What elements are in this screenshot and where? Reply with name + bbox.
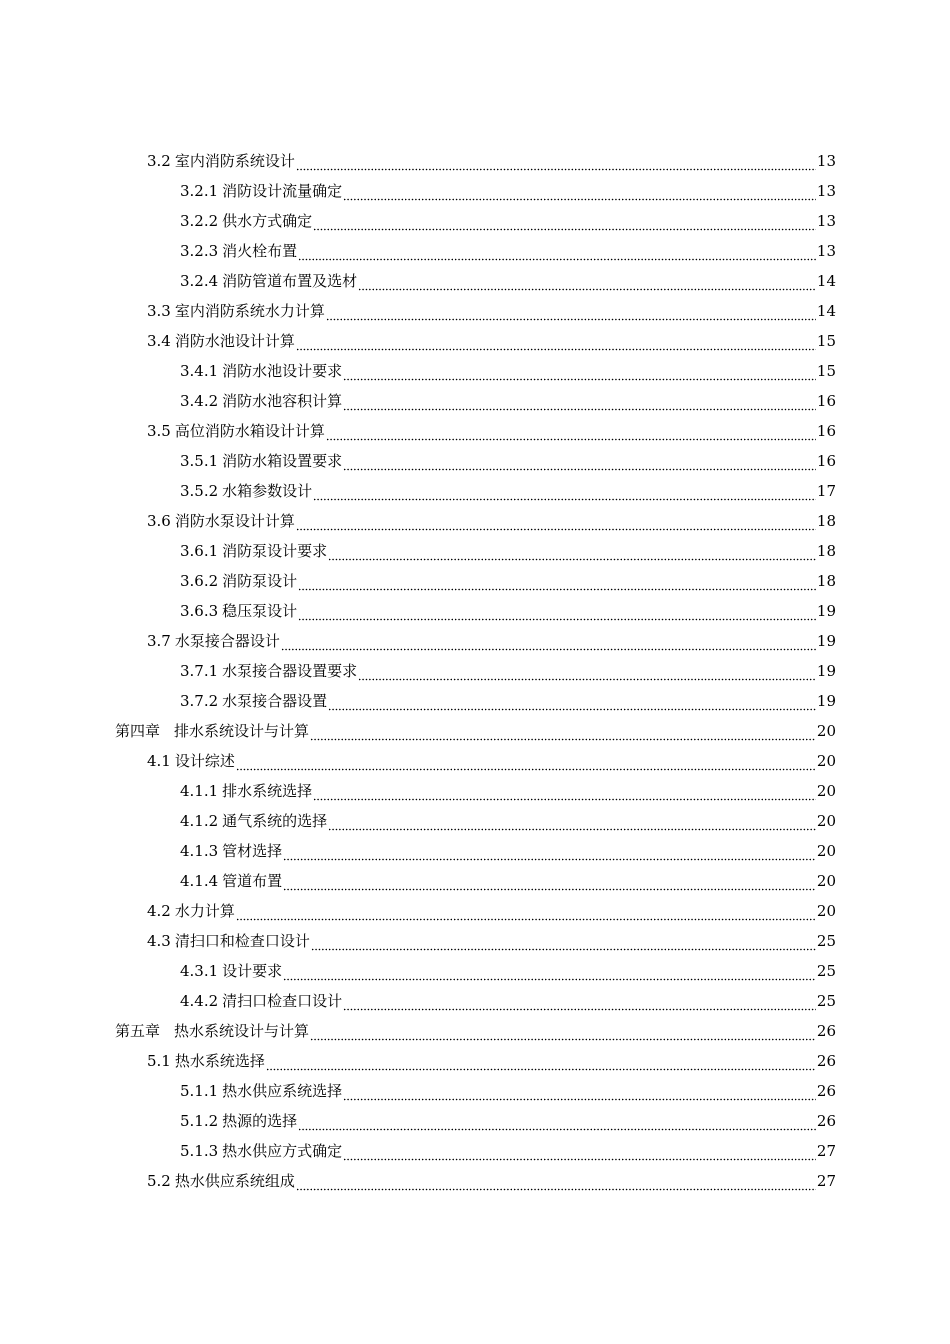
- toc-entry-number: 4.2: [147, 902, 171, 920]
- toc-entry-number: 3.4.1: [180, 362, 219, 380]
- toc-entry-title: [180, 266, 357, 296]
- toc-entry-page-number: 16: [816, 452, 836, 470]
- toc-entry-title: [147, 146, 295, 176]
- dot-leader: [326, 311, 816, 321]
- toc-entry-title: [180, 986, 342, 1016]
- toc-entry-text: 消防水池设计计算: [174, 332, 295, 350]
- toc-entry-text: 热水供应系统组成: [174, 1172, 295, 1190]
- dot-leader: [326, 431, 816, 441]
- toc-entry-title: [180, 536, 327, 566]
- toc-entry-page-number: 20: [816, 872, 836, 890]
- toc-entry-page-number: 26: [816, 1082, 836, 1100]
- toc-entry-page-number: 25: [816, 992, 836, 1010]
- dot-leader: [296, 521, 816, 531]
- toc-entry-title: [180, 176, 342, 206]
- toc-entry-number: 3.5.1: [180, 452, 219, 470]
- toc-entry-page-number: 20: [816, 752, 836, 770]
- toc-entry-number: 4.3.1: [180, 962, 219, 980]
- toc-entry-page-number: 17: [816, 482, 836, 500]
- toc-entry-page-number: 13: [816, 152, 836, 170]
- toc-entry[interactable]: [0, 1166, 950, 1196]
- toc-entry-title: [147, 1046, 265, 1076]
- toc-entry-title: [147, 926, 310, 956]
- toc-entry[interactable]: [0, 746, 950, 776]
- toc-entry[interactable]: [0, 506, 950, 536]
- toc-entry-title: [180, 806, 327, 836]
- dot-leader: [328, 701, 816, 711]
- dot-leader: [298, 611, 816, 621]
- toc-entry-title: [180, 836, 282, 866]
- toc-entry-page-number: 14: [816, 272, 836, 290]
- dot-leader: [343, 461, 816, 471]
- dot-leader: [298, 581, 816, 591]
- toc-entry-page-number: 18: [816, 542, 836, 560]
- toc-entry-number: 3.6.2: [180, 572, 219, 590]
- toc-entry-text: 管材选择: [222, 842, 283, 860]
- toc-entry-number: 5.1.2: [180, 1112, 219, 1130]
- toc-entry-page-number: 15: [816, 362, 836, 380]
- dot-leader: [283, 881, 816, 891]
- toc-entry[interactable]: [0, 536, 950, 566]
- dot-leader: [310, 731, 816, 741]
- toc-entry-number: 5.2: [147, 1172, 171, 1190]
- toc-entry-title: [180, 596, 297, 626]
- dot-leader: [313, 491, 816, 501]
- toc-entry-text: 清扫口和检查口设计: [174, 932, 310, 950]
- dot-leader: [296, 341, 816, 351]
- toc-entry-text: 消防水池设计要求: [222, 362, 343, 380]
- toc-entry[interactable]: [0, 866, 950, 896]
- toc-entry-number: 第五章: [115, 1022, 161, 1040]
- toc-entry-text: 消火栓布置: [222, 242, 298, 260]
- toc-entry-title: [180, 206, 312, 236]
- toc-entry-text: 水泵接合器设计: [174, 632, 280, 650]
- toc-entry-text: 消防水泵设计计算: [174, 512, 295, 530]
- toc-entry-number: 3.6.1: [180, 542, 219, 560]
- toc-entry-text: 设计要求: [222, 962, 283, 980]
- toc-entry-text: 高位消防水箱设计计算: [174, 422, 325, 440]
- toc-entry-text: 管道布置: [222, 872, 283, 890]
- dot-leader: [343, 401, 816, 411]
- toc-entry-page-number: 26: [816, 1052, 836, 1070]
- toc-entry-text: 消防设计流量确定: [222, 182, 343, 200]
- toc-entry-text: 热水供应系统选择: [222, 1082, 343, 1100]
- toc-entry-title: [180, 1076, 342, 1106]
- toc-entry[interactable]: [0, 386, 950, 416]
- toc-entry-title: [180, 446, 342, 476]
- toc-entry-title: [147, 896, 235, 926]
- toc-entry[interactable]: [0, 266, 950, 296]
- toc-entry-number: 3.7.2: [180, 692, 219, 710]
- toc-entry-text: 热水系统设计与计算: [174, 1022, 310, 1040]
- toc-entry-number: 3.2: [147, 152, 171, 170]
- toc-entry-title: [180, 776, 312, 806]
- toc-entry-title: [147, 296, 325, 326]
- toc-entry-text: 排水系统设计与计算: [174, 722, 310, 740]
- toc-entry-page-number: 13: [816, 242, 836, 260]
- toc-entry-text: 室内消防系统设计: [174, 152, 295, 170]
- table-of-contents: [0, 146, 950, 1196]
- toc-entry-page-number: 26: [816, 1112, 836, 1130]
- toc-entry[interactable]: [0, 956, 950, 986]
- toc-entry-title: [180, 476, 312, 506]
- toc-entry-title: [180, 866, 282, 896]
- dot-leader: [343, 371, 816, 381]
- toc-entry-page-number: 20: [816, 782, 836, 800]
- dot-leader: [236, 761, 816, 771]
- dot-leader: [343, 191, 816, 201]
- toc-entry[interactable]: [0, 926, 950, 956]
- toc-entry-page-number: 20: [816, 722, 836, 740]
- toc-entry[interactable]: [0, 626, 950, 656]
- dot-leader: [281, 641, 816, 651]
- dot-leader: [236, 911, 816, 921]
- toc-entry-page-number: 18: [816, 512, 836, 530]
- toc-entry-number: 3.5: [147, 422, 171, 440]
- toc-entry-title: [180, 356, 342, 386]
- toc-entry[interactable]: [0, 326, 950, 356]
- toc-entry-page-number: 19: [816, 602, 836, 620]
- dot-leader: [343, 1151, 816, 1161]
- dot-leader: [298, 1121, 816, 1131]
- dot-leader: [343, 1001, 816, 1011]
- toc-entry-number: 4.1.2: [180, 812, 219, 830]
- toc-entry-number: 4.4.2: [180, 992, 219, 1010]
- toc-entry[interactable]: [0, 596, 950, 626]
- toc-entry-title: [147, 326, 295, 356]
- toc-entry-text: 消防泵设计: [222, 572, 298, 590]
- toc-entry-title: [115, 1016, 309, 1046]
- dot-leader: [298, 251, 816, 261]
- toc-entry-text: 水泵接合器设置要求: [222, 662, 358, 680]
- dot-leader: [313, 221, 816, 231]
- toc-entry-page-number: 15: [816, 332, 836, 350]
- toc-entry-number: 5.1.1: [180, 1082, 219, 1100]
- toc-entry[interactable]: [0, 806, 950, 836]
- dot-leader: [358, 671, 816, 681]
- toc-entry-text: 水力计算: [174, 902, 235, 920]
- toc-entry[interactable]: [0, 446, 950, 476]
- toc-entry-page-number: 19: [816, 662, 836, 680]
- toc-entry[interactable]: [0, 236, 950, 266]
- toc-entry-text: 消防管道布置及选材: [222, 272, 358, 290]
- toc-entry-text: 消防水池容积计算: [222, 392, 343, 410]
- toc-entry-title: [180, 686, 327, 716]
- toc-entry-number: 3.2.1: [180, 182, 219, 200]
- toc-entry-title: [180, 386, 342, 416]
- toc-entry-number: 第四章: [115, 722, 161, 740]
- toc-entry-title: [147, 626, 280, 656]
- toc-entry-page-number: 19: [816, 692, 836, 710]
- toc-entry-title: [180, 956, 282, 986]
- toc-entry-page-number: 26: [816, 1022, 836, 1040]
- toc-entry-number: 3.4.2: [180, 392, 219, 410]
- toc-entry-page-number: 19: [816, 632, 836, 650]
- toc-entry-number: 4.1.1: [180, 782, 219, 800]
- toc-entry-title: [115, 716, 309, 746]
- toc-entry-title: [180, 1136, 342, 1166]
- toc-entry-number: 3.5.2: [180, 482, 219, 500]
- dot-leader: [296, 1181, 816, 1191]
- toc-entry[interactable]: [0, 296, 950, 326]
- toc-entry-title: [180, 566, 297, 596]
- toc-entry-number: 4.1.3: [180, 842, 219, 860]
- toc-entry-number: 5.1: [147, 1052, 171, 1070]
- toc-entry[interactable]: [0, 416, 950, 446]
- toc-entry[interactable]: [0, 206, 950, 236]
- toc-entry-title: [147, 506, 295, 536]
- toc-entry-number: 5.1.3: [180, 1142, 219, 1160]
- dot-leader: [311, 941, 816, 951]
- toc-entry-page-number: 20: [816, 842, 836, 860]
- toc-entry-title: [147, 416, 325, 446]
- dot-leader: [296, 161, 816, 171]
- toc-entry-text: 消防泵设计要求: [222, 542, 328, 560]
- toc-entry[interactable]: [0, 836, 950, 866]
- toc-entry-text: 稳压泵设计: [222, 602, 298, 620]
- toc-entry-text: 供水方式确定: [222, 212, 313, 230]
- toc-entry[interactable]: [0, 776, 950, 806]
- toc-entry-page-number: 27: [816, 1142, 836, 1160]
- toc-entry[interactable]: [0, 566, 950, 596]
- toc-entry[interactable]: [0, 476, 950, 506]
- dot-leader: [328, 551, 816, 561]
- dot-leader: [313, 791, 816, 801]
- toc-entry[interactable]: [0, 1106, 950, 1136]
- toc-entry-number: 3.7.1: [180, 662, 219, 680]
- toc-entry-page-number: 20: [816, 902, 836, 920]
- toc-entry-page-number: 27: [816, 1172, 836, 1190]
- toc-entry-title: [147, 746, 235, 776]
- toc-entry-title: [180, 656, 357, 686]
- toc-entry-text: 通气系统的选择: [222, 812, 328, 830]
- toc-entry[interactable]: [0, 716, 950, 746]
- toc-entry-number: 3.2.4: [180, 272, 219, 290]
- toc-entry[interactable]: [0, 1136, 950, 1166]
- toc-entry-number: 3.3: [147, 302, 171, 320]
- toc-entry-page-number: 18: [816, 572, 836, 590]
- toc-entry-text: 消防水箱设置要求: [222, 452, 343, 470]
- toc-entry-page-number: 16: [816, 392, 836, 410]
- toc-entry-number: 3.2.2: [180, 212, 219, 230]
- toc-entry-title: [180, 1106, 297, 1136]
- toc-entry[interactable]: [0, 356, 950, 386]
- toc-entry[interactable]: [0, 986, 950, 1016]
- toc-entry-page-number: 20: [816, 812, 836, 830]
- toc-entry[interactable]: [0, 1046, 950, 1076]
- toc-entry-text: 热源的选择: [222, 1112, 298, 1130]
- toc-entry-number: 4.3: [147, 932, 171, 950]
- toc-entry[interactable]: [0, 656, 950, 686]
- dot-leader: [283, 851, 816, 861]
- toc-entry-number: 4.1.4: [180, 872, 219, 890]
- toc-entry-number: 3.6: [147, 512, 171, 530]
- toc-entry-number: 4.1: [147, 752, 171, 770]
- toc-entry-title: [147, 1166, 295, 1196]
- dot-leader: [343, 1091, 816, 1101]
- toc-entry-number: 3.2.3: [180, 242, 219, 260]
- dot-leader: [358, 281, 816, 291]
- toc-entry-number: 3.4: [147, 332, 171, 350]
- toc-entry-page-number: 25: [816, 932, 836, 950]
- toc-entry-text: 排水系统选择: [222, 782, 313, 800]
- toc-entry-text: 设计综述: [174, 752, 235, 770]
- toc-entry[interactable]: [0, 1016, 950, 1046]
- dot-leader: [283, 971, 816, 981]
- toc-entry-text: 水泵接合器设置: [222, 692, 328, 710]
- dot-leader: [266, 1061, 816, 1071]
- toc-entry-number: 3.7: [147, 632, 171, 650]
- toc-entry-text: 清扫口检查口设计: [222, 992, 343, 1010]
- dot-leader: [310, 1031, 816, 1041]
- toc-entry-text: 热水供应方式确定: [222, 1142, 343, 1160]
- toc-entry-number: 3.6.3: [180, 602, 219, 620]
- dot-leader: [328, 821, 816, 831]
- toc-entry-text: 热水系统选择: [174, 1052, 265, 1070]
- toc-entry-page-number: 13: [816, 212, 836, 230]
- toc-entry[interactable]: [0, 1076, 950, 1106]
- toc-entry-title: [180, 236, 297, 266]
- toc-entry[interactable]: [0, 686, 950, 716]
- toc-entry-text: 水箱参数设计: [222, 482, 313, 500]
- toc-entry[interactable]: [0, 896, 950, 926]
- toc-entry-page-number: 14: [816, 302, 836, 320]
- toc-entry-page-number: 25: [816, 962, 836, 980]
- toc-entry[interactable]: [0, 176, 950, 206]
- toc-entry[interactable]: [0, 146, 950, 176]
- toc-entry-text: 室内消防系统水力计算: [174, 302, 325, 320]
- toc-entry-page-number: 13: [816, 182, 836, 200]
- toc-entry-page-number: 16: [816, 422, 836, 440]
